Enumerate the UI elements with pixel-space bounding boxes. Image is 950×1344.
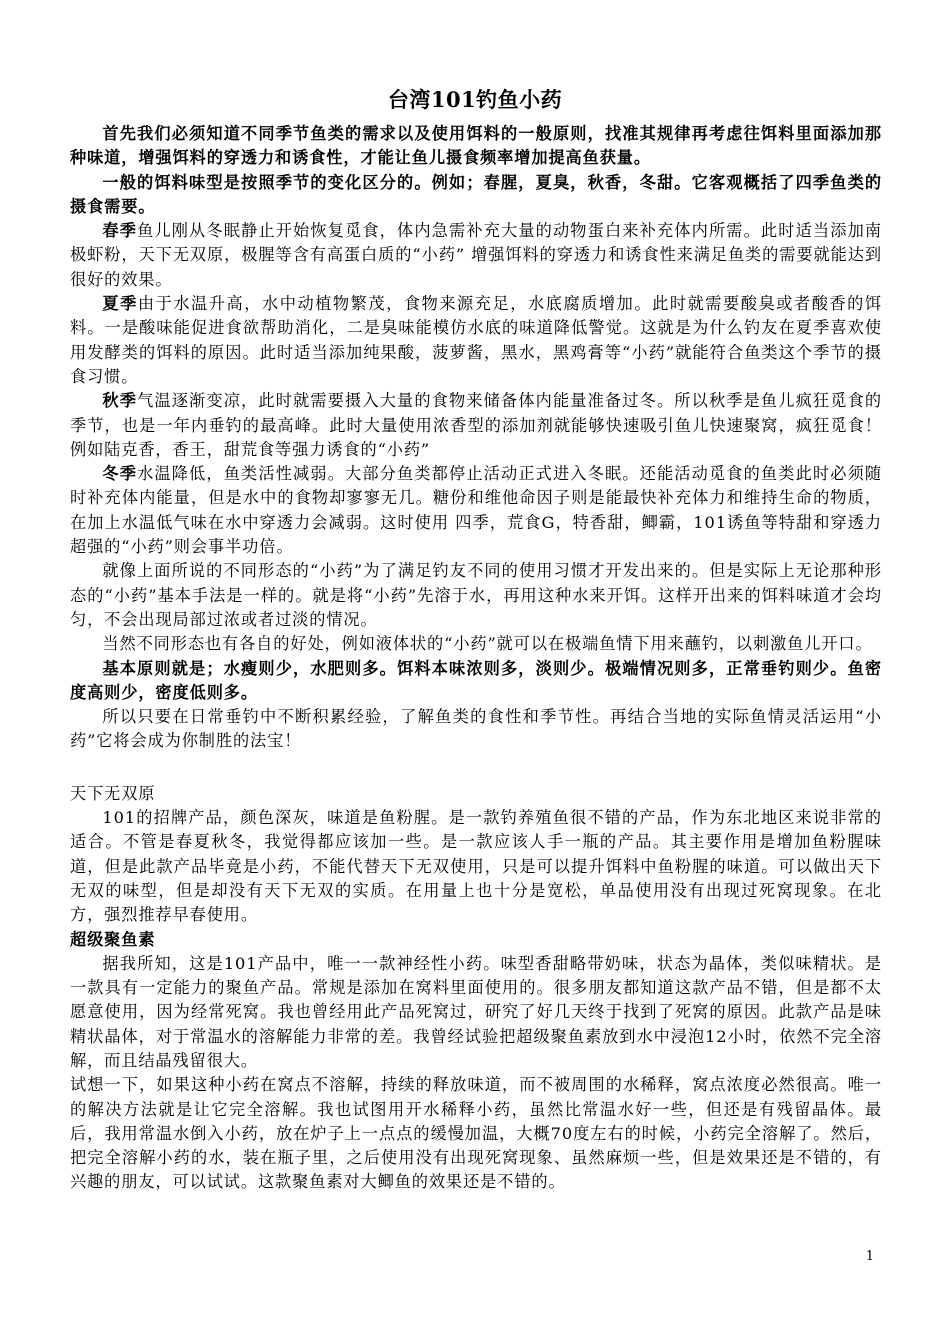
season-paragraph-autumn: [70, 389, 882, 462]
season-text: 水温降低，鱼类活性减弱。大部分鱼类都停止活动正式进入冬眠。还能活动觅食的鱼类此时必须随时补充体内能量，但是水中的食物却寥寥无几。糖份和维他命因子则是能最快补充体力和维持生命的物质，在加上水温低气味在水中穿透力会减弱。这时使用 四季，荒食G，特香甜，鲫霸，101诱鱼等特甜和穿透力超强的“小药”则会事半功倍。: [70, 464, 882, 557]
product-paragraph: 据我所知，这是101产品中，唯一一款神经性小药。味型香甜略带奶味，状态为晶体，类似味精状。是一款具有一定能力的聚鱼产品。常规是添加在窝料里面使用的。很多朋友都知道这款产品不错，但是都不太愿意使用，因为经常死窝。我也曾经用此产品死窝过，研究了好几天终于找到了死窝的原因。此款产品是味精状晶体，对于常温水的溶解能力非常的差。我曾经试验把超级聚鱼素放到水中浸泡12小时，依然不完全溶解，而且结晶残留很大。: [70, 953, 882, 1070]
principle-paragraph: 基本原则就是；水瘦则少，水肥则多。饵料本味浓则多，淡则少。极端情况则多，正常垂钓则少。鱼密度高则少，密度低则多。: [70, 658, 882, 702]
season-label: 冬季: [102, 464, 138, 484]
season-paragraph-summer: [70, 292, 882, 389]
intro-paragraph-2: 一般的饵料味型是按照季节的变化区分的。例如；春腥，夏臭，秋香，冬甜。它客观概括了四季鱼类的摄食需要。: [70, 172, 882, 216]
body-paragraph: 当然不同形态也有各自的好处，例如液体状的“小药”就可以在极端鱼情下用来蘸钓，以刺激鱼儿开口。: [102, 634, 873, 654]
season-text: 由于水温升高，水中动植物繁茂，食物来源充足，水底腐质增加。此时就需要酸臭或者酸香的饵料。一是酸味能促进食欲帮助消化，二是臭味能模仿水底的味道降低警觉。这就是为什么钓友在夏季喜欢使用发酵类的饵料的原因。此时适当添加纯果酸，菠萝酱，黑水，黑鸡膏等“小药”就能符合鱼类这个季节的摄食习惯。: [70, 294, 882, 386]
season-paragraph-spring: [70, 219, 882, 292]
page-number: 1: [865, 1249, 874, 1264]
product-heading: 超级聚鱼素: [70, 929, 156, 949]
product-paragraph: 101的招牌产品，颜色深灰，味道是鱼粉腥。是一款钓养殖鱼很不错的产品，作为东北地区来说非常的适合。不管是春夏秋冬，我觉得都应该加一些。是一款应该人手一瓶的产品。其主要作用是增加鱼粉腥味道，但是此款产品毕竟是小药，不能代替天下无双使用，只是可以提升饵料中鱼粉腥的味道。可以做出天下无双的味型，但是却没有天下无双的实质。在用量上也十分是宽松，单品使用没有出现过死窝现象。在北方，强烈推荐早春使用。: [70, 808, 882, 925]
closing-paragraph: 所以只要在日常垂钓中不断积累经验，了解鱼类的食性和季节性。再结合当地的实际鱼情灵活运用“小药”它将会成为你制胜的法宝！: [70, 707, 882, 751]
season-text: 鱼儿刚从冬眠静止开始恢复觅食，体内急需补充大量的动物蛋白来补充体内所需。此时适当添加南极虾粉，天下无双原，极腥等含有高蛋白质的“小药” 增强饵料的穿透力和诱食性来满足鱼类的需要就能达到很好的效果。: [70, 221, 882, 289]
season-text: 气温逐渐变凉，此时就需要摄入大量的食物来储备体内能量准备过冬。所以秋季是鱼儿疯狂觅食的季节，也是一年内垂钓的最高峰。此时大量使用浓香型的添加剂就能够快速吸引鱼儿快速聚窝，疯狂觅食！例如陆克香，香王，甜荒食等强力诱食的“小药”: [70, 391, 882, 459]
season-paragraph-winter: [70, 462, 882, 559]
section-spacer: [70, 754, 882, 782]
document-body: [70, 122, 882, 1195]
season-label: 夏季: [102, 294, 138, 314]
product-heading: 天下无双原: [70, 783, 156, 803]
season-label: 秋季: [102, 391, 138, 411]
season-label: 春季: [102, 221, 138, 241]
page-title: 台湾101钓鱼小药: [387, 87, 563, 112]
product-paragraph: 试想一下，如果这种小药在窝点不溶解，持续的释放味道，而不被周围的水稀释，窝点浓度必然很高。唯一的解决方法就是让它完全溶解。我也试图用开水稀释小药，虽然比常温水好一些，但还是有残留晶体。最后，我用常温水倒入小药，放在炉子上一点点的缓慢加温，大概70度左右的时候，小药完全溶解了。然后，把完全溶解小药的水，装在瓶子里，之后使用没有出现死窝现象、虽然麻烦一些，但是效果还是不错的，有兴趣的朋友，可以试试。这款聚鱼素对大鲫鱼的效果还是不错的。: [70, 1075, 882, 1192]
intro-paragraph-1: 首先我们必须知道不同季节鱼类的需求以及使用饵料的一般原则，找准其规律再考虑往饵料里面添加那种味道，增强饵料的穿透力和诱食性，才能让鱼儿摄食频率增加提高鱼获量。: [70, 124, 882, 168]
body-paragraph: 就像上面所说的不同形态的“小药”为了满足钓友不同的使用习惯才开发出来的。但是实际上无论那种形态的“小药”基本手法是一样的。就是将“小药”先溶于水，再用这种水来开饵。这样开出来的饵料味道才会均匀，不会出现局部过浓或者过淡的情况。: [70, 561, 882, 629]
